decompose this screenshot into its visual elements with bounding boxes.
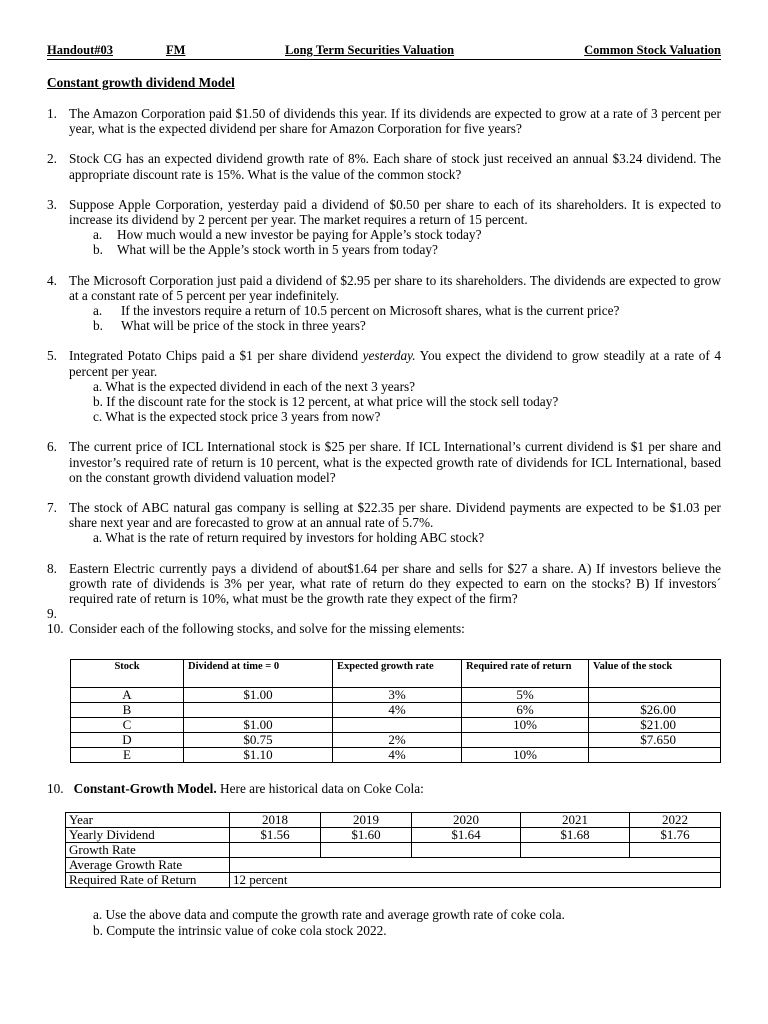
question-text: The Amazon Corporation paid $1.50 of dividends this year. If its dividends are expected to grow at a rate of 3 percent per year, what is the expected dividend per share for Amazon Corporation for five years? [69,106,721,137]
table-cell: $1.10 [184,748,333,763]
table-cell [412,843,521,858]
question-text: Suppose Apple Corporation, yesterday paid a dividend of $0.50 per share to each of its shareholders. It is expected to increase its dividend by 2 percent per year. The market requires a return of 15 percent. [69,196,721,228]
column-header: Value of the stock [589,660,721,688]
sub-text: What will be the Apple’s stock worth in 5 years from today? [117,242,438,258]
column-header: Expected growth rate [333,660,462,688]
question-number: 10. [47,781,64,796]
row-label: Yearly Dividend [66,828,230,843]
row-label: Required Rate of Return [66,873,230,888]
sub-text: How much would a new investor be paying for Apple’s stock today? [117,227,482,243]
table-cell: 2019 [321,813,412,828]
question-number: 2. [47,151,57,167]
question-bold-title: Constant-Growth Model. [73,781,217,796]
table-cell: $1.00 [184,688,333,703]
table-row [71,718,721,733]
table-cell: $1.68 [521,828,630,843]
section-title: Constant growth dividend Model [47,75,235,90]
table-cell: 4% [333,748,462,763]
question-3 [47,197,721,258]
table-cell [230,843,321,858]
header-topic: Long Term Securities Valuation [285,43,455,57]
question-list [47,106,721,636]
table-cell: $1.64 [412,828,521,843]
table-cell: $0.75 [184,733,333,748]
instruction-line: a. Use the above data and compute the growth rate and average growth rate of coke cola. [93,907,565,922]
sub-question [69,227,721,242]
table-cell: 10% [462,748,589,763]
question-text: Stock CG has an expected dividend growth rate of 8%. Each share of stock just received an annual $3.24 dividend. The appropriate discount rate is 15%. What is the value of the common stock? [69,151,721,182]
sub-question [69,303,721,318]
table-cell: 6% [462,703,589,718]
question-number: 7. [47,500,57,516]
sub-label: a. [93,303,103,319]
table-cell: $1.56 [230,828,321,843]
table-cell [321,843,412,858]
sub-label: b. [93,318,103,334]
table-row [71,688,721,703]
sub-question [69,242,721,257]
sub-text: If the investors require a return of 10.5 percent on Microsoft shares, what is the current price? [121,303,620,319]
table-row [66,813,721,828]
question-text: Integrated Potato Chips paid a $1 per share dividend [69,348,363,364]
question-number: 3. [47,196,57,212]
table-cell: 2022 [630,813,721,828]
question-text: The Microsoft Corporation just paid a dividend of $2.95 per share to its shareholders. The dividends are expected to grow at a constant rate of 5 percent per year indefinitely. [69,272,721,303]
sub-label: a. [93,227,103,243]
row-label: Year [66,813,230,828]
table-cell: A [71,688,184,703]
row-label: Average Growth Rate [66,858,230,873]
table-cell: 3% [333,688,462,703]
sub-question: a. What is the expected dividend in each of the next 3 years? [93,378,416,394]
question-text: Eastern Electric currently pays a dividend of about$1.64 per share and sells for $27 a share. A) If investors believe the growth rate of dividends is 3% per year, what rate of return do they expected to earn on the stocks? B) If investors´ required rate of return is 10%, what must be the growth rate they expect of the firm? [69,560,721,607]
question-1 [47,106,721,136]
table-cell: 10% [462,718,589,733]
table-cell [462,733,589,748]
table-cell: 2% [333,733,462,748]
table-cell [589,748,721,763]
header-handout: Handout#03 [47,43,113,57]
table-row [66,858,721,873]
table-cell: 2021 [521,813,630,828]
table-cell: E [71,748,184,763]
row-label: Growth Rate [66,843,230,858]
table-cell [333,718,462,733]
table-row [66,843,721,858]
question-5 [47,348,721,424]
table-cell: 4% [333,703,462,718]
question-text: You expect the dividend to grow steadily at a rate of 4 percent per year. [69,348,721,379]
question-10b [47,781,424,797]
table-row [71,733,721,748]
table-cell: B [71,703,184,718]
header-course: FM [166,43,186,57]
page-header [47,43,721,60]
column-header-text: Required rate of return [466,661,572,672]
question-text-emphasis: yesterday. [362,348,416,364]
column-header: Dividend at time = 0 [184,660,333,688]
table-cell: $1.60 [321,828,412,843]
table-cell [184,703,333,718]
stocks-table [70,659,721,763]
question-number: 1. [47,106,57,121]
question-number: 5. [47,348,57,364]
question-number: 10. [47,621,64,637]
question-text: The current price of ICL International stock is $25 per share. If ICL International’s current dividend is $1 per share and investor’s required rate of return is 10 percent, what is the expected growth rate of dividends for ICL International, based on the constant growth dividend valuation model? [69,439,721,485]
question-10 [47,621,721,636]
table-row [66,873,721,888]
question-4 [47,273,721,334]
header-section: Common Stock Valuation [584,43,721,57]
sub-question: a. What is the rate of return required by investors for holding ABC stock? [93,530,485,546]
question-number: 9. [47,606,57,622]
question-text: Consider each of the following stocks, and solve for the missing elements: [69,621,465,637]
column-header: Stock [71,660,184,688]
question-text: Here are historical data on Coke Cola: [216,781,424,796]
table-row [71,748,721,763]
sub-label: b. [93,242,103,258]
instruction-line: b. Compute the intrinsic value of coke cola stock 2022. [93,923,387,938]
question-number: 8. [47,560,57,576]
table-row [66,828,721,843]
sub-question [69,318,721,333]
sub-question: c. What is the expected stock price 3 years from now? [93,409,381,425]
table-cell [630,843,721,858]
table-cell: 2020 [412,813,521,828]
coke-dividend-table [65,812,721,888]
table-cell: $21.00 [589,718,721,733]
table-cell: 5% [462,688,589,703]
question-number: 6. [47,439,57,455]
table-cell: $1.76 [630,828,721,843]
question-7 [47,500,721,546]
table-cell: 2018 [230,813,321,828]
column-header [462,660,589,688]
question-6 [47,439,721,485]
table-cell: C [71,718,184,733]
table-cell [521,843,630,858]
question-number: 4. [47,272,57,288]
sub-question: b. If the discount rate for the stock is 12 percent, at what price will the stock sell today? [93,394,559,410]
question-2 [47,151,721,181]
table-header-row [71,660,721,688]
table-cell: 12 percent [230,873,721,888]
question-9 [47,606,721,621]
table-cell: $7.650 [589,733,721,748]
table-cell [589,688,721,703]
question-text: The stock of ABC natural gas company is selling at $22.35 per share. Dividend payments are expected to be $1.03 per share next year and are forecasted to grow at an annual rate of 5.7%. [69,500,721,531]
table-cell: D [71,733,184,748]
sub-text: What will be price of the stock in three years? [121,318,366,334]
final-instructions [93,907,565,939]
question-8 [47,561,721,607]
table-cell: $1.00 [184,718,333,733]
table-cell: $26.00 [589,703,721,718]
table-cell [230,858,721,873]
table-row [71,703,721,718]
